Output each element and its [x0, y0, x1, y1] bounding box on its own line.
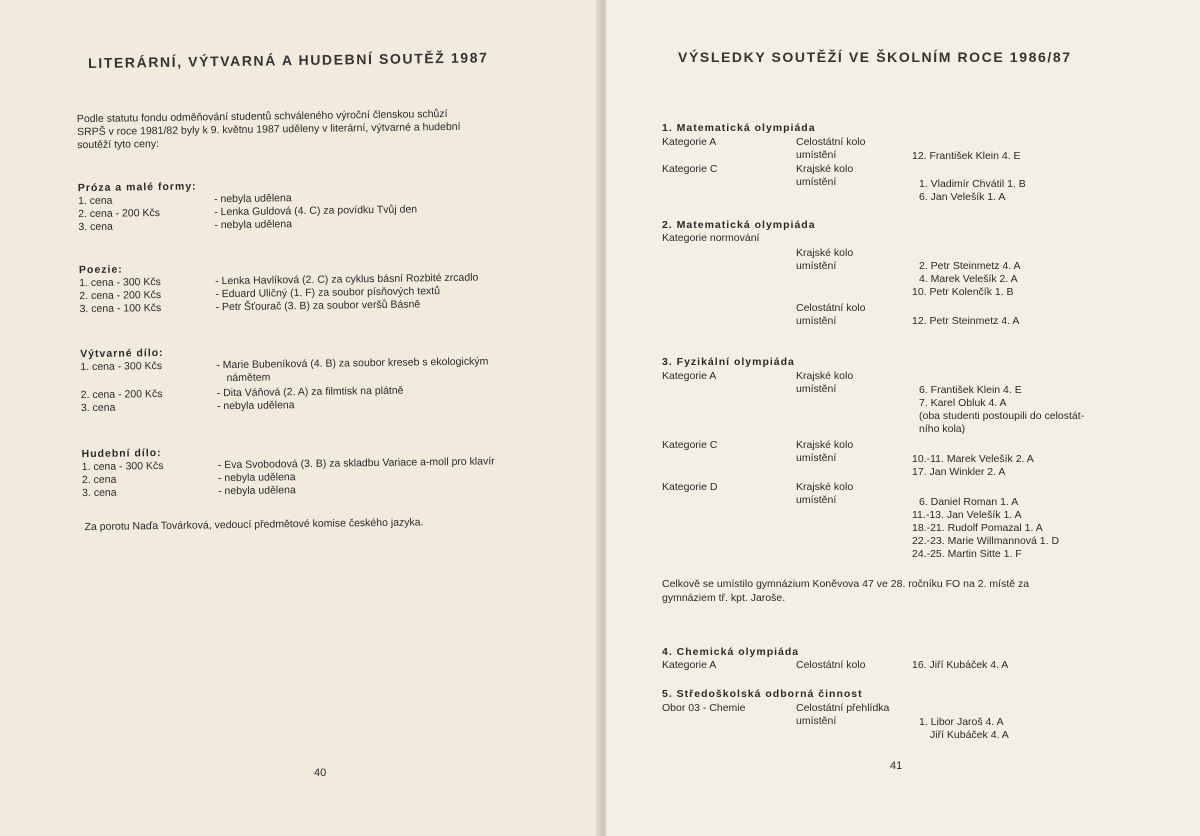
award-text: - Petr Šťourač (3. B) za soubor veršů Básně: [215, 298, 421, 314]
page-number-right: 41: [890, 760, 903, 772]
result-entry: 4. Marek Velešík 2. A: [919, 273, 1018, 285]
placement-label: umístění: [796, 315, 837, 327]
result-entry: 6. František Klein 4. E: [919, 384, 1022, 396]
block-heading-math1: 1. Matematická olympiáda: [662, 122, 816, 134]
award-text: - Marie Bubeníková (4. B) za soubor kreseb s ekologickým: [216, 355, 489, 372]
result-entry: 24.-25. Martin Sitte 1. F: [912, 548, 1022, 560]
block-heading-chemistry: 4. Chemická olympiáda: [662, 646, 800, 658]
round-label: Celostátní kolo: [796, 659, 866, 671]
result-entry: 10. Petr Kolenčík 1. B: [912, 286, 1014, 298]
category-label: Obor 03 - Chemie: [662, 702, 746, 714]
category-label: Kategorie normování: [662, 232, 760, 244]
place-label: 2. cena - 200 Kčs: [78, 207, 161, 221]
result-entry: 6. Jan Velešík 1. A: [919, 191, 1006, 203]
award-text: - nebyla udělena: [217, 471, 296, 485]
category-label: Kategorie C: [662, 163, 718, 175]
right-page: [606, 0, 1200, 836]
round-label: Celostátní kolo: [796, 136, 866, 148]
result-entry: 12. Petr Steinmetz 4. A: [912, 315, 1020, 327]
place-label: 2. cena: [81, 473, 117, 487]
result-entry: 11.-13. Jan Velešík 1. A: [912, 509, 1022, 521]
left-page-title: LITERÁRNÍ, VÝTVARNÁ A HUDEBNÍ SOUTĚŽ 1987: [88, 49, 489, 71]
physics-summary-line-1: Celkově se umístilo gymnázium Koněvova 47 ve 28. ročníku FO na 2. místě za: [662, 578, 1030, 590]
intro-line-2: SRPŠ v roce 1981/82 byly k 9. květnu 1987 uděleny v literární, výtvarné a hudební: [76, 120, 461, 139]
result-entry: 22.-23. Marie Willmannová 1. D: [912, 535, 1060, 547]
award-text: - Lenka Havlíková (2. C) za cyklus básní Rozbité zrcadlo: [215, 271, 479, 288]
award-text: - nebyla udělena: [218, 484, 296, 498]
category-label: Kategorie C: [662, 439, 718, 451]
round-label: Celostátní kolo: [796, 302, 866, 314]
section-heading-poetry: Poezie:: [78, 263, 123, 277]
placement-label: umístění: [796, 176, 837, 188]
category-label: Kategorie D: [662, 481, 718, 493]
section-heading-art: Výtvarné dílo:: [80, 346, 164, 361]
round-label: Krajské kolo: [796, 163, 854, 175]
result-entry: 16. Jiří Kubáček 4. A: [912, 659, 1009, 671]
award-text: - Dita Váňová (2. A) za filmtisk na plátně: [216, 384, 404, 400]
right-page-title: VÝSLEDKY SOUTĚŽÍ VE ŠKOLNÍM ROCE 1986/87: [678, 49, 1072, 65]
result-entry: 10.-11. Marek Velešík 2. A: [912, 453, 1034, 465]
result-entry: 1. Vladimír Chvátil 1. B: [919, 178, 1026, 190]
jury-footer: Za porotu Naďa Továrková, vedoucí předmětové komise českého jazyka.: [84, 516, 424, 534]
place-label: 2. cena - 200 Kčs: [79, 289, 162, 303]
round-label: Celostátní přehlídka: [796, 702, 890, 714]
placement-label: umístění: [796, 452, 837, 464]
placement-label: umístění: [796, 383, 837, 395]
intro-line-3: soutěží tyto ceny:: [77, 138, 160, 152]
placement-label: umístění: [796, 260, 837, 272]
placement-label: umístění: [796, 494, 837, 506]
round-label: Krajské kolo: [796, 247, 854, 259]
round-label: Krajské kolo: [796, 370, 854, 382]
block-heading-physics: 3. Fyzikální olympiáda: [662, 356, 795, 368]
award-text: - nebyla udělena: [214, 218, 293, 232]
result-note: (oba studenti postoupili do celostát-: [919, 410, 1085, 422]
award-text: - nebyla udělena: [213, 192, 292, 206]
place-label: 1. cena - 300 Kčs: [79, 276, 161, 290]
award-text: - Lenka Guldová (4. C) za povídku Tvůj den: [214, 203, 418, 219]
placement-label: umístění: [796, 149, 837, 161]
section-heading-music: Hudební dílo:: [81, 447, 162, 461]
result-entry: 2. Petr Steinmetz 4. A: [919, 260, 1021, 272]
result-entry: 1. Libor Jaroš 4. A: [919, 716, 1004, 728]
place-label: 3. cena: [82, 486, 117, 500]
place-label: 1. cena: [77, 194, 113, 208]
category-label: Kategorie A: [662, 659, 717, 671]
place-label: 3. cena: [78, 220, 113, 234]
place-label: 3. cena - 100 Kčs: [79, 302, 162, 316]
award-text: - Eduard Uličný (1. F) za soubor písňových textů: [215, 285, 441, 301]
place-label: 2. cena - 200 Kčs: [80, 387, 163, 402]
result-entry: 7. Karel Obluk 4. A: [919, 397, 1007, 409]
physics-summary-line-2: gymnáziem tř. kpt. Jaroše.: [662, 592, 786, 604]
block-heading-soc: 5. Středoškolská odborná činnost: [662, 688, 863, 700]
result-entry: Jiří Kubáček 4. A: [930, 729, 1009, 741]
result-note: ního kola): [919, 423, 966, 435]
section-heading-prose: Próza a malé formy:: [77, 180, 197, 195]
result-entry: 6. Daniel Roman 1. A: [919, 496, 1019, 508]
round-label: Krajské kolo: [796, 481, 854, 493]
result-entry: 12. František Klein 4. E: [912, 150, 1021, 162]
place-label: 3. cena: [80, 401, 116, 415]
award-text: - nebyla udělena: [216, 399, 295, 413]
category-label: Kategorie A: [662, 136, 717, 148]
result-entry: 17. Jan Winkler 2. A: [912, 466, 1006, 478]
round-label: Krajské kolo: [796, 439, 854, 451]
page-number-left: 40: [314, 767, 327, 779]
block-heading-math2: 2. Matematická olympiáda: [662, 219, 816, 231]
award-text-continued: námětem: [226, 371, 271, 385]
category-label: Kategorie A: [662, 370, 717, 382]
award-text: - Eva Svobodová (3. B) za skladbu Variace a-moll pro klavír: [217, 455, 495, 472]
place-label: 1. cena - 300 Kčs: [80, 359, 163, 374]
result-entry: 18.-21. Rudolf Pomazal 1. A: [912, 522, 1043, 534]
place-label: 1. cena - 300 Kčs: [81, 459, 164, 474]
intro-line-1: Podle statutu fondu odměňování studentů schváleného výroční členskou schůzí: [76, 107, 448, 126]
placement-label: umístění: [796, 715, 837, 727]
